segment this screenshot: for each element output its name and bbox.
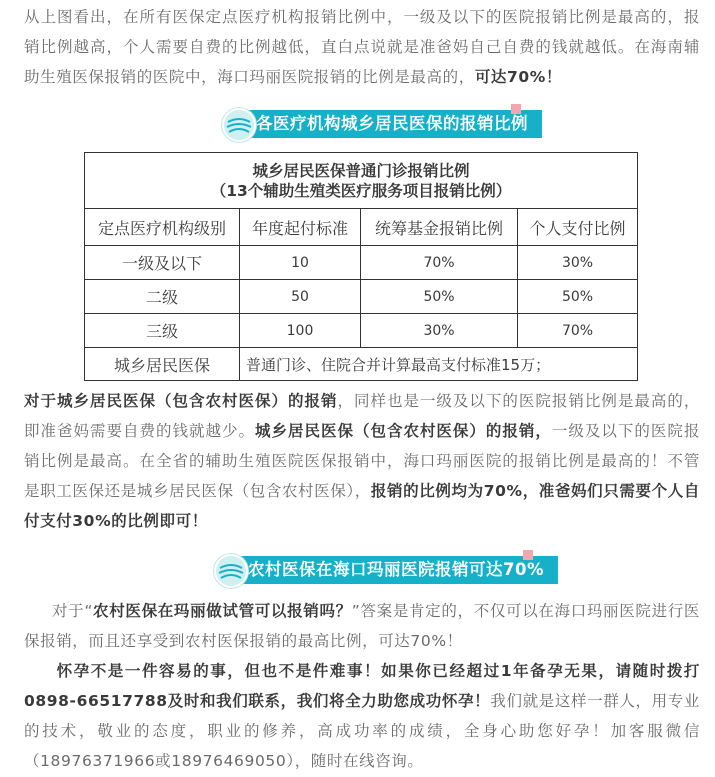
para3-question: 农村医保在玛丽做试管可以报销吗？ xyxy=(92,602,352,620)
para4-text: 我们就是这样一群人，用专业的技术，敬业的态度，职业的修养，高成功率的成绩，全身心助您好孕！加客服微信（18976371966或18976469050），随时在线咨询。 xyxy=(24,692,700,770)
table-row xyxy=(85,246,638,280)
pill-icon xyxy=(222,108,256,142)
para2-bold-3: 报销的比例均为70%，准爸妈们只需要个人自付支付30%的比例即可！ xyxy=(24,482,701,530)
intro-paragraph xyxy=(24,2,700,92)
cell-fund-ratio: 50% xyxy=(361,280,518,314)
table-title-row xyxy=(85,153,638,209)
cell-fund-ratio: 30% xyxy=(361,314,518,348)
rural-insurance-paragraph xyxy=(24,386,700,536)
table-title-line1: 城乡居民医保普通门诊报销比例 xyxy=(252,161,470,180)
cell-level: 三级 xyxy=(85,314,240,348)
para2-text-2: 一级及以下的医院报销比例是最高。在全省的辅助生殖医院医保报销中，海口玛丽医院的报销比例是最高的！不管是职工医保还是城乡居民医保（包含农村医保）， xyxy=(24,422,700,500)
note-text: 普通门诊、住院合并计算最高支付标准15万； xyxy=(240,348,638,381)
cell-personal-ratio: 70% xyxy=(518,314,638,348)
cell-fund-ratio: 70% xyxy=(361,246,518,280)
cell-personal-ratio: 50% xyxy=(518,280,638,314)
cell-level: 一级及以下 xyxy=(85,246,240,280)
header-deductible: 年度起付标准 xyxy=(240,209,361,246)
pill-icon xyxy=(214,554,248,588)
table-row xyxy=(85,280,638,314)
note-label: 城乡居民医保 xyxy=(85,348,240,381)
banner-title: 农村医保在海口玛丽医院报销可达70% xyxy=(226,556,558,584)
para4-bold: 怀孕不是一件容易的事，但也不是件难事！如果你已经超过1年备孕无果，请随时拨打0898-66517788及时和我们联系，我们将全力助您成功怀孕！ xyxy=(24,662,701,710)
banner-title: 各医疗机构城乡居民医保的报销比例 xyxy=(234,110,542,138)
para3-text-2: ”答案是肯定的，不仅可以在海口玛丽医院进行医保报销，而且还享受到农村医保报销的最高比例，可达70%！ xyxy=(24,602,701,650)
para2-text-1: ，同样也是一级及以下的医院报销比例是最高的，即准爸妈需要自费的钱就越少。 xyxy=(24,392,700,440)
banner-corner-decoration xyxy=(523,550,533,560)
header-level: 定点医疗机构级别 xyxy=(85,209,240,246)
table-header-row xyxy=(85,209,638,246)
table-title-line2: （13个辅助生殖类医疗服务项目报销比例） xyxy=(210,181,512,200)
intro-highlight: 可达70%！ xyxy=(474,68,563,86)
cell-deductible: 10 xyxy=(240,246,361,280)
cell-level: 二级 xyxy=(85,280,240,314)
qa-paragraph xyxy=(24,596,700,656)
contact-paragraph xyxy=(24,656,700,776)
header-fund-ratio: 统筹基金报销比例 xyxy=(361,209,518,246)
table-title xyxy=(85,153,638,209)
cell-personal-ratio: 30% xyxy=(518,246,638,280)
header-personal-ratio: 个人支付比例 xyxy=(518,209,638,246)
para2-bold-1: 对于城乡居民医保（包含农村医保）的报销 xyxy=(24,392,338,410)
table-row xyxy=(85,314,638,348)
cell-deductible: 100 xyxy=(240,314,361,348)
table-note-row xyxy=(85,348,638,381)
cell-deductible: 50 xyxy=(240,280,361,314)
banner-corner-decoration xyxy=(511,104,521,114)
para3-text-1: 对于“ xyxy=(52,602,93,620)
reimbursement-table xyxy=(84,152,638,381)
intro-text: 从上图看出，在所有医保定点医疗机构报销比例中，一级及以下的医院报销比例是最高的，报销比例越高，个人需要自费的比例越低，直白点说就是准爸妈自己自费的钱就越低。在海南辅助生殖医保报销的医院中，海口玛丽医院报销的比例是最高的， xyxy=(24,8,700,86)
para2-bold-2: 城乡居民医保（包含农村医保）的报销， xyxy=(254,422,552,440)
